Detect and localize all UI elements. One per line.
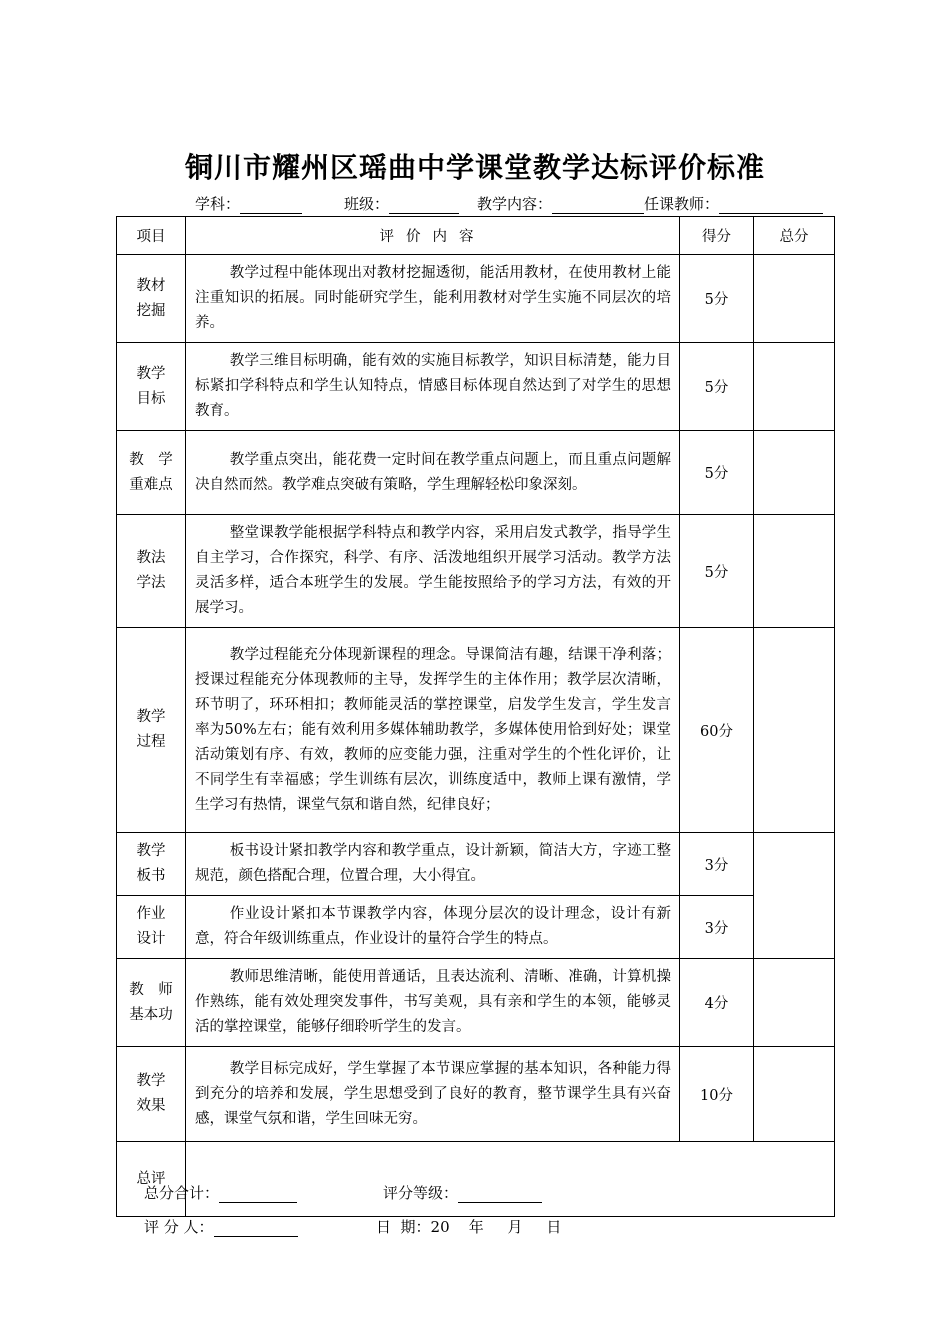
header-total: 总分	[754, 217, 835, 255]
row-content: 教学过程中能体现出对教材挖掘透彻，能活用教材，在使用教材上能注重知识的拓展。同时能研究学生，能利用教材对学生实施不同层次的培养。	[186, 255, 680, 343]
total-cell[interactable]	[754, 1047, 835, 1142]
row-content: 整堂课教学能根据学科特点和教学内容，采用启发式教学，指导学生自主学习，合作探究，科学、有序、活泼地组织开展学习活动。教学方法灵活多样，适合本班学生的发展。学生能按照给予的学习方法，有效的开展学习。	[186, 515, 680, 628]
table-row	[117, 431, 835, 515]
total-sum-label: 总分合计：	[144, 1184, 220, 1202]
total-cell[interactable]	[754, 431, 835, 515]
subject-field[interactable]	[240, 198, 302, 214]
row-score: 3分	[680, 896, 754, 959]
header-fields	[195, 193, 823, 214]
table-row	[117, 1047, 835, 1142]
teacher-label: 任课教师：	[644, 195, 720, 213]
date-line: 日 期：20 年 月 日	[376, 1218, 562, 1236]
table-row	[117, 515, 835, 628]
header-content: 评价内容	[186, 217, 680, 255]
total-cell[interactable]	[754, 515, 835, 628]
class-label: 班级：	[344, 195, 390, 213]
rater-field[interactable]	[214, 1221, 298, 1237]
summary-label: 总评	[117, 1142, 186, 1217]
page-title: 铜川市耀州区瑶曲中学课堂教学达标评价标准	[184, 151, 765, 184]
rater-label: 评 分 人：	[144, 1218, 214, 1236]
row-content: 教师思维清晰，能使用普通话，且表达流利、清晰、准确，计算机操作熟练，能有效处理突发事件，书写美观，具有亲和学生的本领，能够灵活的掌控课堂，能够仔细聆听学生的发言。	[186, 959, 680, 1047]
row-item: 教 学 重难点	[117, 431, 186, 515]
row-score: 10分	[680, 1047, 754, 1142]
total-sum-line	[144, 1182, 297, 1203]
row-content: 作业设计紧扣本节课教学内容，体现分层次的设计理念，设计有新意，符合年级训练重点，作业设计的量符合学生的特点。	[186, 896, 680, 959]
grade-line	[383, 1182, 542, 1203]
row-item: 教 师 基本功	[117, 959, 186, 1047]
row-content: 教学目标完成好，学生掌握了本节课应掌握的基本知识，各种能力得到充分的培养和发展，学生思想受到了良好的教育，整节课学生具有兴奋感，课堂气氛和谐，学生回味无穷。	[186, 1047, 680, 1142]
total-sum-field[interactable]	[219, 1187, 297, 1203]
row-item: 教材 挖掘	[117, 255, 186, 343]
total-cell[interactable]	[754, 255, 835, 343]
table-row	[117, 255, 835, 343]
row-item: 作业 设计	[117, 896, 186, 959]
row-content: 教学三维目标明确，能有效的实施目标教学，知识目标清楚，能力目标紧扣学科特点和学生认知特点，情感目标体现自然达到了对学生的思想教育。	[186, 343, 680, 431]
table-row	[117, 959, 835, 1047]
row-content: 教学过程能充分体现新课程的理念。导课简洁有趣，结课干净利落；授课过程能充分体现教师的主导，发挥学生的主体作用；教学层次清晰，环节明了，环环相扣；教师能灵活的掌控课堂，启发学生发言，学生发言率为50%左右；能有效利用多媒体辅助教学，多媒体使用恰到好处；课堂活动策划有序、有效，教师的应变能力强，注重对学生的个性化评价，让不同学生有幸福感；学生训练有层次，训练度适中，教师上课有激情，学生学习有热情，课堂气氛和谐自然，纪律良好；	[186, 628, 680, 833]
row-score: 5分	[680, 515, 754, 628]
row-item: 教法 学法	[117, 515, 186, 628]
evaluation-table	[116, 216, 835, 1217]
row-score: 4分	[680, 959, 754, 1047]
class-field[interactable]	[389, 198, 459, 214]
grade-field[interactable]	[458, 1187, 542, 1203]
summary-row	[117, 1142, 835, 1217]
row-item: 教学 过程	[117, 628, 186, 833]
row-item: 教学 板书	[117, 833, 186, 896]
total-cell[interactable]	[754, 343, 835, 431]
header-item: 项目	[117, 217, 186, 255]
table-row	[117, 343, 835, 431]
content-field[interactable]	[552, 198, 644, 214]
row-score: 5分	[680, 255, 754, 343]
grade-label: 评分等级：	[383, 1184, 459, 1202]
row-score: 5分	[680, 343, 754, 431]
table-row	[117, 896, 835, 959]
table-header-row	[117, 217, 835, 255]
total-cell[interactable]	[754, 959, 835, 1047]
header-score: 得分	[680, 217, 754, 255]
table-row	[117, 833, 835, 896]
content-label: 教学内容：	[477, 195, 553, 213]
row-item: 教学 目标	[117, 343, 186, 431]
table-row	[117, 628, 835, 833]
teacher-field[interactable]	[719, 198, 823, 214]
subject-label: 学科：	[195, 195, 241, 213]
rater-line	[144, 1216, 298, 1237]
row-score: 5分	[680, 431, 754, 515]
row-score: 60分	[680, 628, 754, 833]
row-item: 教学 效果	[117, 1047, 186, 1142]
row-content: 教学重点突出，能花费一定时间在教学重点问题上，而且重点问题解决自然而然。教学难点突破有策略，学生理解轻松印象深刻。	[186, 431, 680, 515]
row-content: 板书设计紧扣教学内容和教学重点，设计新颖，简洁大方，字迹工整规范，颜色搭配合理，位置合理，大小得宜。	[186, 833, 680, 896]
total-cell[interactable]	[754, 628, 835, 833]
total-cell[interactable]	[754, 833, 835, 959]
summary-field[interactable]	[186, 1142, 835, 1217]
row-score: 3分	[680, 833, 754, 896]
